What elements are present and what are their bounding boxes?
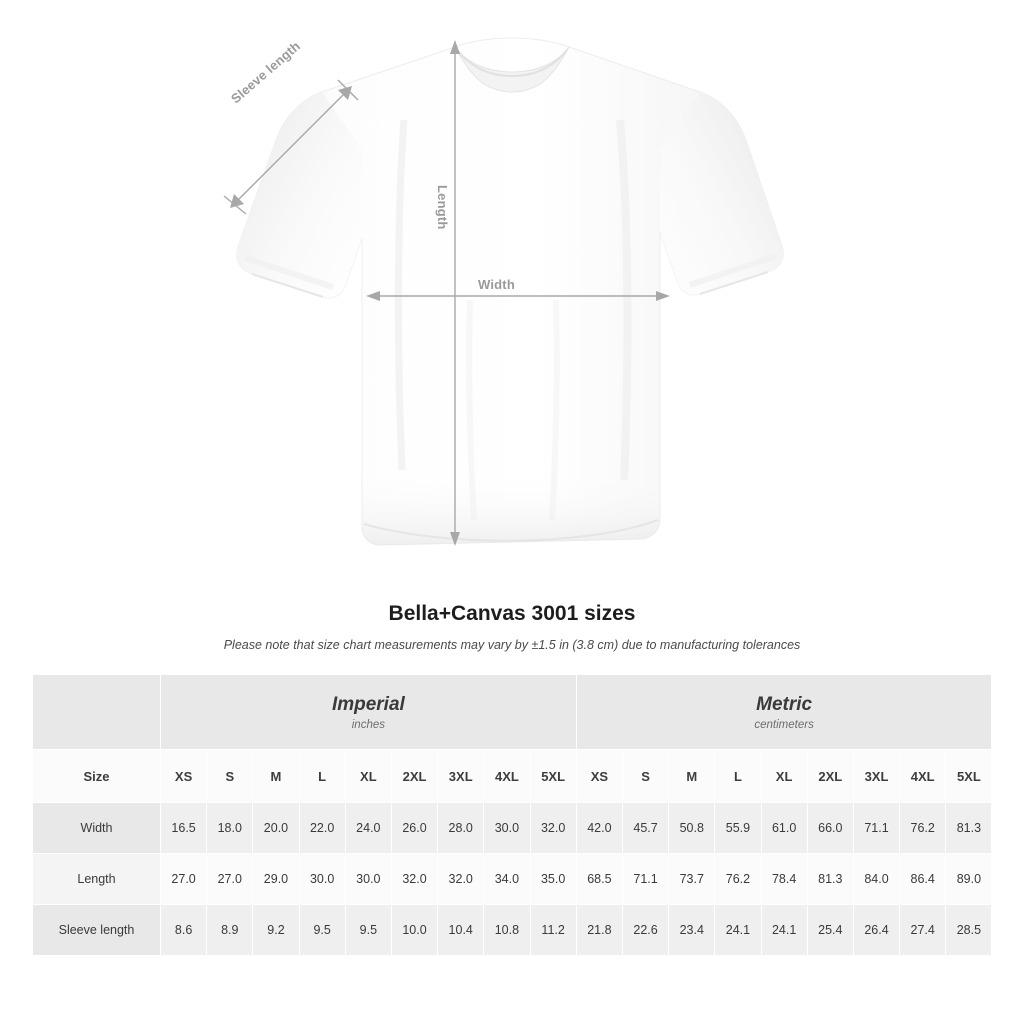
cell-width-imperial-5xl: 32.0: [530, 803, 576, 854]
cell-sleeve-imperial-5xl: 11.2: [530, 905, 576, 956]
cell-sleeve-imperial-3xl: 10.4: [438, 905, 484, 956]
table-row-length: [33, 854, 992, 905]
header-size-imperial-m: M: [253, 750, 299, 803]
cell-width-metric-l: 55.9: [715, 803, 761, 854]
cell-sleeve-imperial-xs: 8.6: [161, 905, 207, 956]
table-row-width: [33, 803, 992, 854]
cell-width-imperial-s: 18.0: [207, 803, 253, 854]
unit-sub-imperial: inches: [351, 718, 385, 731]
cell-width-metric-5xl: 81.3: [946, 803, 992, 854]
cell-width-imperial-xs: 16.5: [161, 803, 207, 854]
chart-header: [0, 602, 1024, 652]
row-label-sleeve-length: Sleeve length: [33, 905, 161, 956]
header-size-imperial-3xl: 3XL: [438, 750, 484, 803]
header-size-metric-3xl: 3XL: [853, 750, 899, 803]
cell-length-imperial-4xl: 34.0: [484, 854, 530, 905]
header-size-metric-5xl: 5XL: [946, 750, 992, 803]
cell-width-metric-4xl: 76.2: [900, 803, 946, 854]
cell-width-imperial-xl: 24.0: [345, 803, 391, 854]
unit-header-imperial: [161, 675, 577, 750]
cell-sleeve-metric-s: 22.6: [622, 905, 668, 956]
annotation-sleeve-length: Sleeve length: [228, 38, 304, 107]
cell-sleeve-metric-xs: 21.8: [576, 905, 622, 956]
unit-name-metric: Metric: [756, 694, 813, 716]
header-size-imperial-xs: XS: [161, 750, 207, 803]
cell-length-metric-s: 71.1: [622, 854, 668, 905]
annotation-width: Width: [478, 277, 515, 292]
cell-width-imperial-l: 22.0: [299, 803, 345, 854]
cell-sleeve-imperial-4xl: 10.8: [484, 905, 530, 956]
header-size-metric-4xl: 4XL: [900, 750, 946, 803]
cell-sleeve-imperial-s: 8.9: [207, 905, 253, 956]
cell-length-metric-2xl: 81.3: [807, 854, 853, 905]
cell-sleeve-metric-m: 23.4: [669, 905, 715, 956]
cell-width-metric-3xl: 71.1: [853, 803, 899, 854]
cell-length-imperial-m: 29.0: [253, 854, 299, 905]
table-corner-cell: [33, 675, 161, 750]
cell-width-imperial-m: 20.0: [253, 803, 299, 854]
size-header-row: [33, 750, 992, 803]
size-chart-table-wrapper: [32, 674, 992, 956]
cell-length-metric-xl: 78.4: [761, 854, 807, 905]
cell-width-metric-s: 45.7: [622, 803, 668, 854]
cell-sleeve-imperial-l: 9.5: [299, 905, 345, 956]
header-size-imperial-xl: XL: [345, 750, 391, 803]
unit-header-row: [33, 675, 992, 750]
cell-length-imperial-l: 30.0: [299, 854, 345, 905]
cell-length-imperial-3xl: 32.0: [438, 854, 484, 905]
size-chart-table: [32, 674, 992, 956]
header-size-metric-xs: XS: [576, 750, 622, 803]
cell-length-imperial-5xl: 35.0: [530, 854, 576, 905]
header-size-imperial-2xl: 2XL: [391, 750, 437, 803]
cell-width-imperial-4xl: 30.0: [484, 803, 530, 854]
cell-width-metric-xl: 61.0: [761, 803, 807, 854]
header-size-metric-2xl: 2XL: [807, 750, 853, 803]
cell-length-metric-3xl: 84.0: [853, 854, 899, 905]
unit-header-metric: [576, 675, 992, 750]
cell-sleeve-imperial-xl: 9.5: [345, 905, 391, 956]
cell-width-metric-m: 50.8: [669, 803, 715, 854]
cell-sleeve-imperial-2xl: 10.0: [391, 905, 437, 956]
cell-width-imperial-3xl: 28.0: [438, 803, 484, 854]
cell-length-metric-l: 76.2: [715, 854, 761, 905]
header-size-imperial-4xl: 4XL: [484, 750, 530, 803]
header-size-label: Size: [33, 750, 161, 803]
unit-name-imperial: Imperial: [331, 694, 405, 716]
cell-length-imperial-xl: 30.0: [345, 854, 391, 905]
page-title: Bella+Canvas 3001 sizes: [388, 602, 636, 625]
cell-sleeve-metric-5xl: 28.5: [946, 905, 992, 956]
cell-length-imperial-xs: 27.0: [161, 854, 207, 905]
cell-sleeve-metric-l: 24.1: [715, 905, 761, 956]
cell-width-imperial-2xl: 26.0: [391, 803, 437, 854]
cell-sleeve-metric-xl: 24.1: [761, 905, 807, 956]
unit-sub-metric: centimeters: [754, 718, 814, 731]
header-size-metric-l: L: [715, 750, 761, 803]
cell-length-imperial-s: 27.0: [207, 854, 253, 905]
header-size-metric-s: S: [622, 750, 668, 803]
cell-sleeve-imperial-m: 9.2: [253, 905, 299, 956]
cell-length-metric-m: 73.7: [669, 854, 715, 905]
header-size-imperial-l: L: [299, 750, 345, 803]
tolerance-note: Please note that size chart measurements may vary by ±1.5 in (3.8 cm) due to manufacturing tolerances: [223, 638, 801, 652]
table-row-sleeve-length: [33, 905, 992, 956]
header-size-metric-m: M: [669, 750, 715, 803]
cell-length-metric-4xl: 86.4: [900, 854, 946, 905]
cell-sleeve-metric-4xl: 27.4: [900, 905, 946, 956]
cell-width-metric-xs: 42.0: [576, 803, 622, 854]
header-size-metric-xl: XL: [761, 750, 807, 803]
row-label-length: Length: [33, 854, 161, 905]
annotation-length: Length: [435, 185, 450, 230]
cell-length-metric-xs: 68.5: [576, 854, 622, 905]
cell-length-imperial-2xl: 32.0: [391, 854, 437, 905]
cell-length-metric-5xl: 89.0: [946, 854, 992, 905]
header-size-imperial-s: S: [207, 750, 253, 803]
row-label-width: Width: [33, 803, 161, 854]
cell-sleeve-metric-3xl: 26.4: [853, 905, 899, 956]
cell-sleeve-metric-2xl: 25.4: [807, 905, 853, 956]
cell-width-metric-2xl: 66.0: [807, 803, 853, 854]
header-size-imperial-5xl: 5XL: [530, 750, 576, 803]
